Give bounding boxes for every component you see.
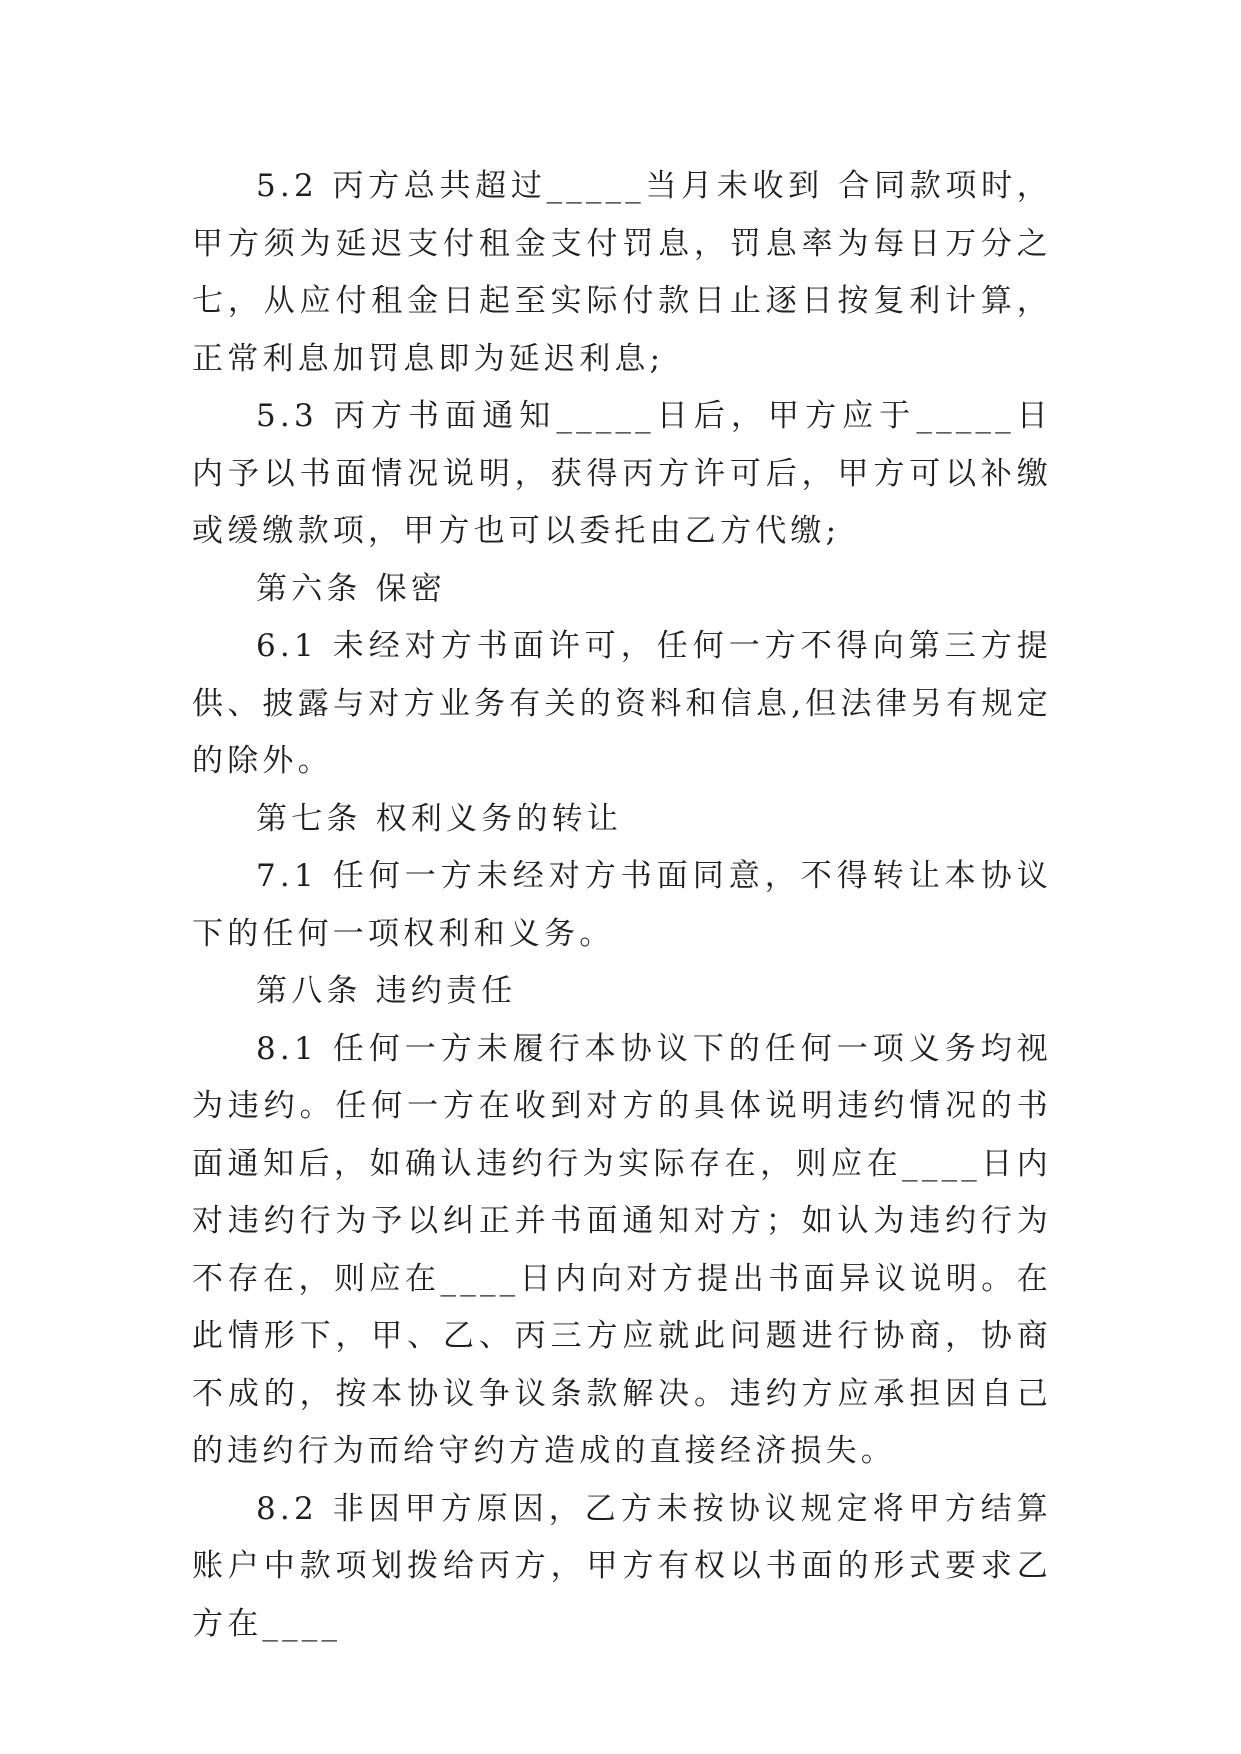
document-body xyxy=(192,158,1052,1653)
clause-8-1: 8.1 任何一方未履行本协议下的任何一项义务均视为违约。任何一方在收到对方的具体说明违约情况的书面通知后，如确认违约行为实际存在，则应在____日内对违约行为予以纠正并书面通知对方；如认为违约行为不存在，则应在____日内向对方提出书面异议说明。在此情形下，甲、乙、丙三方应就此问题进行协商，协商不成的，按本协议争议条款解决。违约方应承担因自己的违约行为而给守约方造成的直接经济损失。 xyxy=(192,1030,1052,1469)
clause-7-1: 7.1 任何一方未经对方书面同意，不得转让本协议下的任何一项权利和义务。 xyxy=(192,858,1052,952)
article-6-heading: 第六条 保密 xyxy=(256,570,447,607)
clause-5-3: 5.3 丙方书面通知_____日后，甲方应于_____日内予以书面情况说明，获得丙方许可后，甲方可以补缴或缓缴款项，甲方也可以委托由乙方代缴; xyxy=(192,398,1052,549)
article-7-heading: 第七条 权利义务的转让 xyxy=(256,800,623,837)
clause-5-2: 5.2 丙方总共超过_____当月未收到 合同款项时，甲方须为延迟支付租金支付罚息，罚息率为每日万分之七，从应付租金日起至实际付款日止逐日按复利计算，正常利息加罚息即为延迟利息; xyxy=(192,168,1052,377)
clause-8-2: 8.2 非因甲方原因，乙方未按协议规定将甲方结算账户中款项划拨给丙方，甲方有权以书面的形式要求乙方在____ xyxy=(192,1490,1052,1642)
article-8-heading: 第八条 违约责任 xyxy=(256,973,517,1009)
clause-6-1: 6.1 未经对方书面许可，任何一方不得向第三方提供、披露与对方业务有关的资料和信息,但法律另有规定的除外。 xyxy=(192,628,1052,779)
